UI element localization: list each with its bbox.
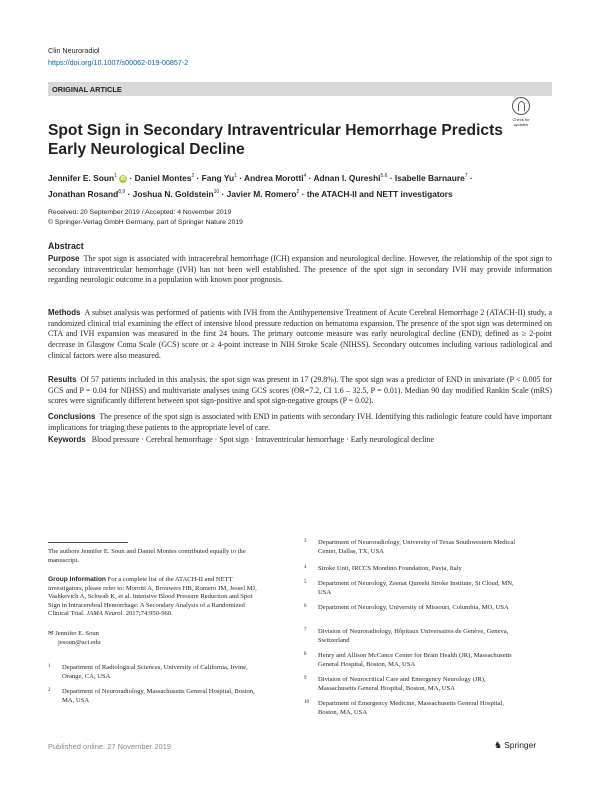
orcid-icon[interactable]: iD [120,175,126,182]
abstract-conclusions: Conclusions The presence of the spot sign is associated with END in patients with secondary IVH. Identifying this radiologic feature could have important implications for triaging these patients to the appropriate level of care. [48,412,552,432]
keywords: Keywords Blood pressure · Cerebral hemorrhage · Spot sign · Intraventricular hemorrhage · Early neurological decline [48,435,434,444]
author[interactable]: Joshua N. Goldstein$^{10}$ [132,188,220,199]
affiliation: 8 Henry and Allison McCance Center for Brain Health (JR), Massachusetts General Hospital, Boston, MA, USA [304,652,512,668]
affiliation: 3 Department of Neuroradiology, University of Texas Southwestern Medical Center, Dallas, TX, USA [304,539,516,555]
received-dates: Received: 20 September 2019 / Accepted: 4 November 2019 [48,209,232,216]
publisher-logo: ♞ Springer [494,740,537,750]
author-group[interactable]: the ATACH-II and NETT investigators [306,188,453,199]
author-list [48,169,548,201]
author-line-2: Jonathan Rosand$^{8,9}$ · Joshua N. Goldstein$^{10}$ · Javier M. Romero$^2$ · the ATACH-II and NETT investigators [48,188,453,199]
abstract-purpose: Purpose The spot sign is associated with intracerebral hemorrhage (ICH) expansion and neurological decline. However, the relationship of the spot sign to secondary intraventricular hemorrhage (IVH) has not been well established. The presence of the spot sign in secondary IVH may provide information regarding neurologic outcome in a population with known poor prognosis. [48,254,552,285]
contact-email[interactable]: jesoun@uci.edu [58,638,101,646]
author[interactable]: Daniel Montes$^2$ [134,172,195,183]
doi-link[interactable]: https://doi.org/10.1007/s00062-019-00857-2 [48,58,189,67]
affiliation: 6 Department of Neurology, University of Missouri, Columbia, MO, USA [304,604,509,611]
author-line-1: Jennifer E. Soun$^1$ iD · Daniel Montes$^2$ · Fang $Yu^1$ · Andrea Morotti$^4$ · Adnan I. Qureshi$^{5,6}$ · Isabelle Barnaure$^7$ · [48,172,473,183]
affiliation: 9 Division of Neurocritical Care and Emergency Neurology (JR), Massachusetts General Hospital, Boston, MA, USA [304,676,486,692]
article-title: Spot Sign in Secondary Intraventricular Hemorrhage Predicts Early Neurological Decline [48,122,503,158]
abstract-results: Results Of 57 patients included in this analysis, the spot sign was present in 17 (29.8%). The spot sign was a predictor of END in univariate (P < 0.005 for GCS and P = 0.04 for NIHSS) and multivariate analyses using GCS scores (OR=7.2, CI 1.6 – 32.5, P = 0.01). Median 90 day modified Rankin Scale (mRS) scores were significantly different between spot sign-positive and spot sign-negative groups (P = 0.02). [48,375,552,406]
affiliation: 2 Department of Neuroradiology, Massachusetts General Hospital, Boston, MA, USA [48,688,255,704]
affiliation: 4 Stroke Unit, IRCCS Mondino Foundation, Pavia, Italy [304,565,462,572]
envelope-icon: ✉ [48,630,54,637]
affiliation: 5 Department of Neurology, Zeenat Qureshi Stroke Institute, St Cloud, MN, USA [304,580,514,596]
footnote-divider [48,542,128,543]
copyright: © Springer-Verlag GmbH Germany, part of Springer Nature 2019 [48,219,243,226]
badge-label: Check for updates [512,117,530,127]
author[interactable]: Isabelle Barnaure$^7$ [394,172,468,183]
author[interactable]: Javier M. Romero$^2$ [226,188,300,199]
article-type-band [48,82,552,96]
abstract-heading: Abstract [48,241,84,251]
group-information-note: Group Information For a complete list of the ATACH-II and NETT investigators, please refer to: Morotti A, Brouwers HB, Romero JM, Jessel MJ, Vashkevich A, Schwab K, et al. Intensive Blood Pressure Reduction and Spot Sign in Intracerebral Hemorrhage: A Secondary Analysis of a Randomized Clinical Trial. JAMA Neurol. 2017;74:950-960. [48,576,257,618]
author[interactable]: Adnan I. Qureshi$^{5,6}$ [313,172,388,183]
author[interactable]: Andrea Morotti$^4$ [244,172,307,183]
bookmark-icon [512,97,530,115]
author[interactable]: Jonathan Rosand$^{8,9}$ [48,188,126,199]
abstract-methods: Methods A subset analysis was performed of patients with IVH from the Antihypertensive Treatment of Acute Cerebral Hemorrhage 2 (ATACH-II) study, a randomized clinical trial examining the effect of intensive blood pressure reduction on hematoma expansion. The presence of the spot sign was determined on CTA and IVH expansion was measured in the first 24 hours. The primary outcome measure was early neurological decline (END), defined as ≥ 2-point decrease in Glasgow Coma Scale (GCS) score or ≥ 4-point increase in NIH Stroke Scale (NIHSS). Secondary outcomes including various radiological and clinical factors were also measured. [48,308,552,360]
affiliation: 1 Department of Radiological Sciences, University of California, Irvine, Orange, CA, USA [48,664,248,680]
corresponding-author: ✉ Jennifer E. Soun jesoun@uci.edu [48,630,101,646]
affiliation: 10 Department of Emergency Medicine, Massachusetts General Hospital, Boston, MA, USA [304,700,504,716]
springer-horse-icon: ♞ [494,740,503,750]
published-online: Published online: 27 November 2019 [48,742,171,751]
affiliation: 7 Division of Neuroradiology, Hôpitaux Universaires de Genève, Geneva, Switzerland [304,628,509,644]
equal-contribution-note: The authors Jennifer E. Soun and Daniel Montes contributed equally to the manuscript. [48,548,246,564]
journal-name: Clin Neuroradiol [48,46,100,55]
author[interactable]: Jennifer E. Soun$^1$ iD [48,172,126,183]
article-type: ORIGINAL ARTICLE [52,85,122,94]
author[interactable]: Fang Yu$^1$ [201,172,237,183]
